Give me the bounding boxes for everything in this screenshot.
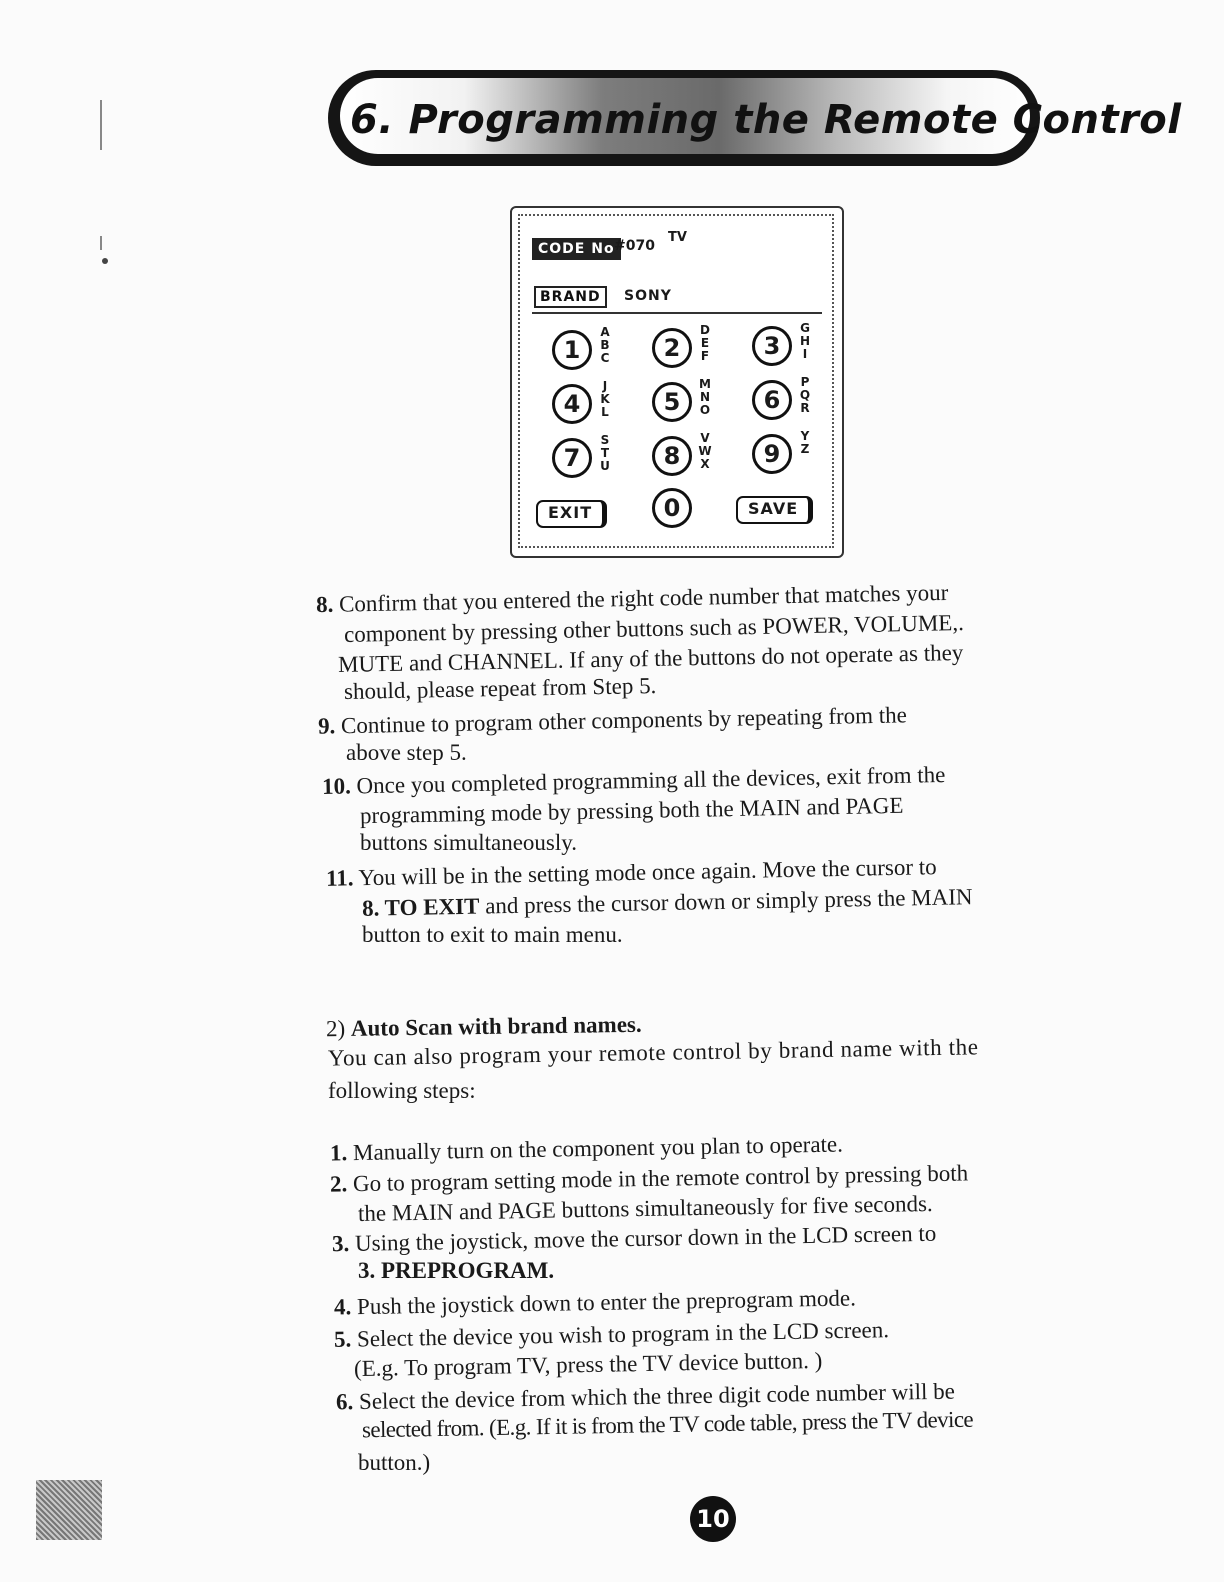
lcd-screen	[518, 214, 834, 548]
key-0	[652, 484, 712, 534]
step-b-6-line: button.)	[358, 1450, 431, 1475]
key-number: 8	[652, 436, 692, 476]
step-b-4: 4. Push the joystick down to enter the preprogram mode.	[333, 1285, 857, 1320]
scan-artifact	[102, 258, 108, 264]
key-letters: V W X	[698, 431, 712, 471]
key-number: 5	[652, 382, 692, 422]
step-8-line: should, please repeat from Step 5.	[343, 673, 657, 704]
step-b-6-line: selected from. (E.g. If it is from the TV code table, press the TV device	[361, 1406, 974, 1443]
step-8-line: MUTE and CHANNEL. If any of the buttons do not operate as they	[337, 639, 964, 678]
scan-artifact	[36, 1480, 102, 1540]
section-intro: following steps:	[328, 1078, 476, 1103]
key-number: 7	[552, 438, 592, 478]
key-letters: Y Z	[800, 429, 810, 456]
key-5	[652, 378, 712, 428]
step-11-line: 8. TO EXIT and press the cursor down or simply press the MAIN	[361, 884, 973, 921]
page-title: 6. Programming the Remote Control	[350, 97, 1182, 143]
brand-tag: BRAND	[534, 286, 607, 308]
step-11: 11. You will be in the setting mode once again. Move the cursor to	[325, 854, 937, 891]
step-b-2: 2. Go to program setting mode in the remote control by pressing both	[329, 1160, 969, 1197]
section-intro: You can also program your remote control by brand name with the	[327, 1034, 979, 1071]
step-b-5: 5. Select the device you wish to program in the LCD screen.	[333, 1317, 890, 1352]
brand-value: SONY	[624, 288, 672, 304]
key-letters: D E F	[700, 323, 710, 363]
key-letters: A B C	[600, 325, 610, 365]
key-number: 2	[652, 328, 692, 368]
scan-artifact	[100, 100, 102, 150]
step-b-6: 6. Select the device from which the three digit code number will be	[335, 1378, 956, 1415]
step-10: 10. Once you completed programming all the devices, exit from the	[321, 762, 946, 799]
key-9	[752, 430, 812, 480]
key-number: 1	[552, 330, 592, 370]
page-number: 10	[690, 1496, 736, 1542]
key-6	[752, 376, 812, 426]
step-b-3: 3. Using the joystick, move the cursor down in the LCD screen to	[331, 1220, 937, 1257]
key-letters: M N O	[699, 377, 711, 417]
key-number: 3	[752, 326, 792, 366]
section-heading: 2) Auto Scan with brand names.	[325, 1011, 642, 1042]
key-3	[752, 322, 812, 372]
exit-button-graphic: EXIT	[536, 500, 607, 528]
lcd-divider	[532, 312, 822, 314]
code-value: #070	[614, 238, 655, 254]
key-letters: J K L	[600, 379, 610, 419]
save-button-graphic: SAVE	[736, 496, 813, 524]
key-number: 6	[752, 380, 792, 420]
code-no-tag: CODE No	[532, 238, 621, 260]
key-number: 9	[752, 434, 792, 474]
step-b-2-line: the MAIN and PAGE buttons simultaneously for five seconds.	[357, 1190, 933, 1227]
step-8: 8. Confirm that you entered the right code number that matches your	[315, 579, 949, 618]
key-letters: G H I	[799, 321, 811, 361]
key-number: 0	[652, 488, 692, 528]
step-9: 9. Continue to program other components by repeating from the	[317, 702, 908, 739]
key-4	[552, 380, 612, 430]
key-number: 4	[552, 384, 592, 424]
step-b-3-line: 3. PREPROGRAM.	[358, 1258, 555, 1283]
step-11-line: button to exit to main menu.	[362, 922, 623, 947]
step-10-line: programming mode by pressing both the MAIN and PAGE	[359, 792, 904, 829]
step-b-1: 1. Manually turn on the component you plan to operate.	[329, 1131, 844, 1166]
key-letters: S T U	[600, 433, 610, 473]
step-b-5-line: (E.g. To program TV, press the TV device button. )	[353, 1347, 823, 1382]
scan-artifact	[100, 236, 102, 250]
key-8	[652, 432, 712, 482]
step-8-line: component by pressing other buttons such as POWER, VOLUME,.	[343, 610, 965, 647]
key-2	[652, 324, 712, 374]
key-7	[552, 434, 612, 484]
step-10-line: buttons simultaneously.	[360, 830, 578, 855]
key-1	[552, 326, 612, 376]
step-9-line: above step 5.	[346, 740, 467, 765]
device-label: TV	[668, 230, 687, 245]
key-letters: P Q R	[799, 375, 811, 415]
